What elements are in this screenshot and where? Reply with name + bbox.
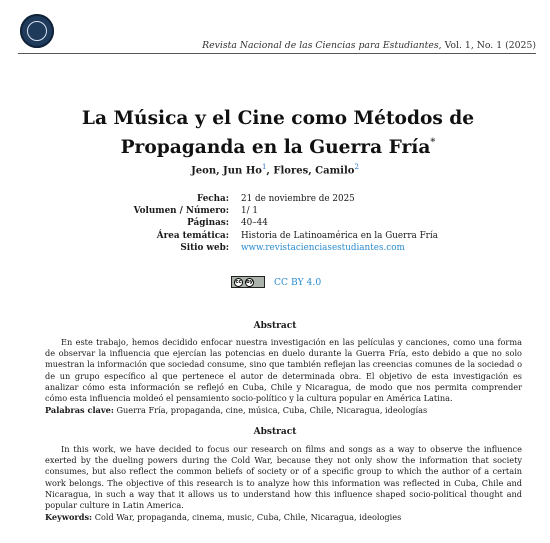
meta-key: Sitio web: [180, 242, 229, 253]
paper-title [20, 107, 536, 160]
meta-key: Fecha: [196, 194, 229, 204]
abstract-heading-en: Abstract [253, 427, 297, 437]
author-name: Jeon, Jun Ho [191, 165, 262, 177]
meta-row-pages [100, 217, 438, 229]
meta-row-area [100, 230, 438, 242]
keywords-list: Guerra Fría, propaganda, cine, música, Cuba, Chile, Nicaragua, ideologías [116, 405, 428, 415]
article-metadata [100, 193, 438, 254]
license-block [231, 276, 321, 288]
attribution-icon: by [246, 278, 253, 285]
meta-value: 1/ 1 [241, 206, 258, 217]
website-link[interactable]: www.revistacienciasestudiantes.com [241, 242, 405, 253]
keywords-label: Palabras clave: [45, 405, 114, 415]
abstract-heading-es: Abstract [253, 321, 297, 331]
author-separator: , [266, 165, 274, 177]
author-list [0, 163, 550, 176]
journal-logo [20, 14, 54, 48]
abstract-body-es: En este trabajo, hemos decidido enfocar nuestra investigación en las películas y canciones, como una forma de observar la influencia que ejercían las potencias en duelo durante la Guerra Fría, esto debido a que no solo muestran la información que sociedad consume, sino que también reflejan las creencias comunes de la sociedad o de un grupo específico al que pertenece el autor de determinada obra. El objetivo de esta investigación es analizar cómo esta información se reflejó en Cuba, Chile y Nicaragua, de modo que nos permita comprender cómo esta influencia moldeó el pensamiento socio-político y la cultura popular en América Latina. [45, 337, 522, 404]
license-link[interactable]: CC BY 4.0 [274, 276, 322, 288]
keywords-label: Keywords: [45, 512, 93, 522]
meta-row-website [100, 242, 438, 254]
cc-by-badge-icon[interactable] [231, 276, 265, 288]
meta-row-date [100, 193, 438, 205]
paper-title-text: La Música y el Cine como Métodos de Propaganda en la Guerra Fría [81, 108, 475, 158]
keywords-es [45, 405, 522, 416]
cc-icon: cc [235, 278, 242, 285]
meta-key: Volumen / Número: [133, 206, 229, 217]
journal-name: Revista Nacional de las Ciencias para Estudiantes [202, 40, 439, 51]
title-footnote-marker: * [430, 137, 436, 148]
journal-header [202, 40, 536, 51]
meta-value: Historia de Latinoamérica en la Guerra Fría [241, 230, 438, 241]
meta-value: 21 de noviembre de 2025 [241, 194, 355, 204]
keywords-list: Cold War, propaganda, cinema, music, Cuba, Chile, Nicaragua, ideologies [94, 512, 402, 522]
meta-value: 40–44 [241, 218, 268, 229]
abstract-body-en: In this work, we have decided to focus our research on films and songs as a way to observe the influence exerted by the dueling powers during the Cold War, because they not only show the information that society consumes, but also reflect the common beliefs of society or of a specific group to which the author of a certain work belongs. The objective of this research is to analyze how this information was reflected in Cuba, Chile and Nicaragua, in such a way that it allows us to understand how this influence shaped socio-political thought and popular culture in Latin America. [45, 444, 522, 511]
meta-key: Área temática: [156, 230, 229, 241]
meta-key: Páginas: [187, 218, 229, 229]
meta-row-volume [100, 205, 438, 217]
author-affiliation-link[interactable]: 2 [354, 163, 359, 171]
keywords-en [45, 512, 522, 523]
author-name: Flores, Camilo [273, 165, 355, 177]
header-rule [18, 53, 536, 54]
logo-emblem-icon [27, 21, 47, 41]
author-affiliation-link[interactable]: 1 [261, 163, 267, 171]
journal-issue: , Vol. 1, No. 1 (2025) [438, 40, 536, 51]
